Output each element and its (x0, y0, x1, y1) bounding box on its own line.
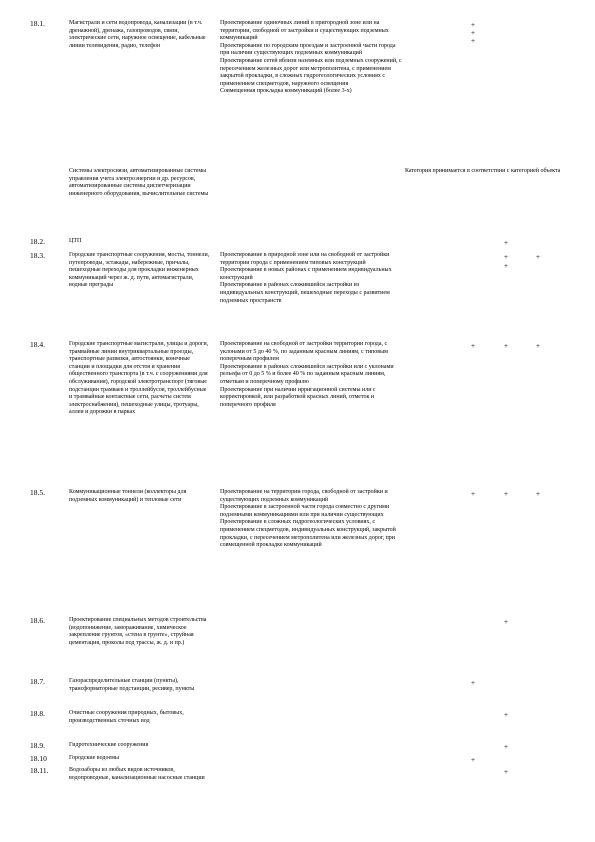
row-object: Коммуникационные тоннели (коллекторы для подземных коммуникаций) и тепловые сети (69, 489, 187, 503)
row-number: 18.7. (30, 677, 45, 686)
row-conditions: Проектирование одиночных линий в пригородной зоне или на территории, свободной от застройки и существующих подземных коммуникаций Проектирование по городским проездам и застроенной части города при наличии существующих подземных коммуникаций Проектирование сетей вблизи наземных или подземных сооружений, с пересечением железных дорог или метрополитена, с применением закрытой прокладки, в сложных гидрогеологических условиях с применением спецметодов, наружного освещения Совмещенная прокладка коммуникаций (более 3-х) (220, 20, 402, 95)
row-number: 18.3. (30, 251, 45, 260)
row-object: Газораспределительные станции (пункты), трансформаторные подстанции, ресивер, пункты (69, 678, 195, 692)
row-number: 18.2. (30, 237, 45, 246)
category-mark: + (503, 617, 509, 626)
category-mark: + (535, 489, 541, 498)
row-object: Городские транспортные сооружения, мосты, тоннели, путепроводы, эстакады, набережные, причалы, пешеходные переходы для прокладки инженерных коммуникаций через ж. д. пути, автомагистрали, водные преграды (69, 252, 210, 289)
row-number: 18.8. (30, 709, 45, 718)
category-mark: + (503, 261, 509, 270)
category-mark: + (503, 710, 509, 719)
category-mark: + (470, 678, 476, 687)
row-object: ЦТП (69, 238, 82, 244)
row-object: Магистрали и сети водопровода, канализации (в т.ч. дренажной), дренажа, газопроводов, связи, электрические сети, наружное освещение, кабельные линии телевидения, радио, телефон (69, 20, 206, 49)
category-mark: + (470, 755, 476, 764)
category-mark: + (470, 341, 476, 350)
category-mark: + (503, 489, 509, 498)
row-number: 18.9. (30, 741, 45, 750)
category-mark: + (535, 341, 541, 350)
category-mark: + (470, 20, 476, 29)
row-number: 18.10 (30, 754, 47, 763)
row-object: Городские транспортные магистрали, улицы и дороги, трамвайные линии внутриквартальные проезды, транспортные развязки, автостоянки, конечные станции и площадки для отстоя и хранения общественного транспорта (в т.ч. с сооружениями для обслуживания), городской электротранспорт (тяговые подстанции трамваев и троллейбусов, троллейбусные и трамвайные контактные сети, расчеты систем электроснабжения), пешеходные улицы, тротуары, аллеи и дорожки в парках (69, 341, 209, 416)
row-object: Гидротехнические сооружения (69, 742, 149, 748)
row-number: 18.6. (30, 616, 45, 625)
category-mark: + (535, 252, 541, 261)
row-category-note: Категория принимается в соответствии с категорией объекта (405, 168, 561, 174)
category-mark: + (470, 36, 476, 45)
category-mark: + (503, 238, 509, 247)
row-conditions: Проектирование на свободной от застройки территории города, с уклонами от 5 до 40 %, по заданным красным линиям, с типовым поперечным профилем Проектирование в районах сложившейся застройки или с уклонами рельефа от 0 до 5 % и более 40 % по заданным красным линиям, отметкам и поперечному профилю Проектирование при наличии ирригационной системы или с корректировкой, или разработкой красных линий, отметок и поперечного профиля (220, 341, 394, 408)
row-object: Системы электросвязи, автоматизированные системы управления учета электроэнергии и др. ресурсов, автоматизированные системы диспетчеризации инженерного оборудования, вычислительные системы (69, 168, 209, 197)
row-number: 18.11. (30, 766, 49, 775)
category-mark: + (503, 252, 509, 261)
category-mark: + (503, 742, 509, 751)
row-object: Водозаборы из любых видов источников, водопроводные, канализационные насосные станции (69, 767, 205, 781)
category-mark: + (503, 341, 509, 350)
row-object: Очистные сооружения природных, бытовых, производственных сточных вод (69, 710, 184, 724)
category-mark: + (470, 489, 476, 498)
row-conditions: Проектирование на территории города, свободной от застройки и существующих подземных коммуникаций Проектирование в застроенной части города совместно с другими подземными коммуникациями или при наличии существующих Проектирование в сложных гидрогеологических условиях, с применением спецметодов, индивидуальных конструкций, закрытой прокладки, с пересечением метрополитена или железных дорог, при совмещенной прокладке коммуникаций (220, 489, 396, 549)
row-conditions: Проектирование в природной зоне или на свободной от застройки территории города с применением типовых конструкций Проектирование в новых районах с применением индивидуальных конструкций Проектирование в районах сложившейся застройки из индивидуальных конструкций, пешеходные переходы с развитием подземных пространств (220, 252, 392, 304)
row-number: 18.4. (30, 340, 45, 349)
row-object: Городские водоемы (69, 755, 120, 761)
row-number: 18.1. (30, 19, 45, 28)
row-number: 18.5. (30, 488, 45, 497)
category-mark: + (470, 28, 476, 37)
category-mark: + (503, 767, 509, 776)
row-object: Проектирование специальных методов строительства (водопонижение, замораживание, химическое закрепление грунтов, «стена в грунте», струйная цементация, проколы под трассы, ж. д. и пр.) (69, 617, 207, 646)
